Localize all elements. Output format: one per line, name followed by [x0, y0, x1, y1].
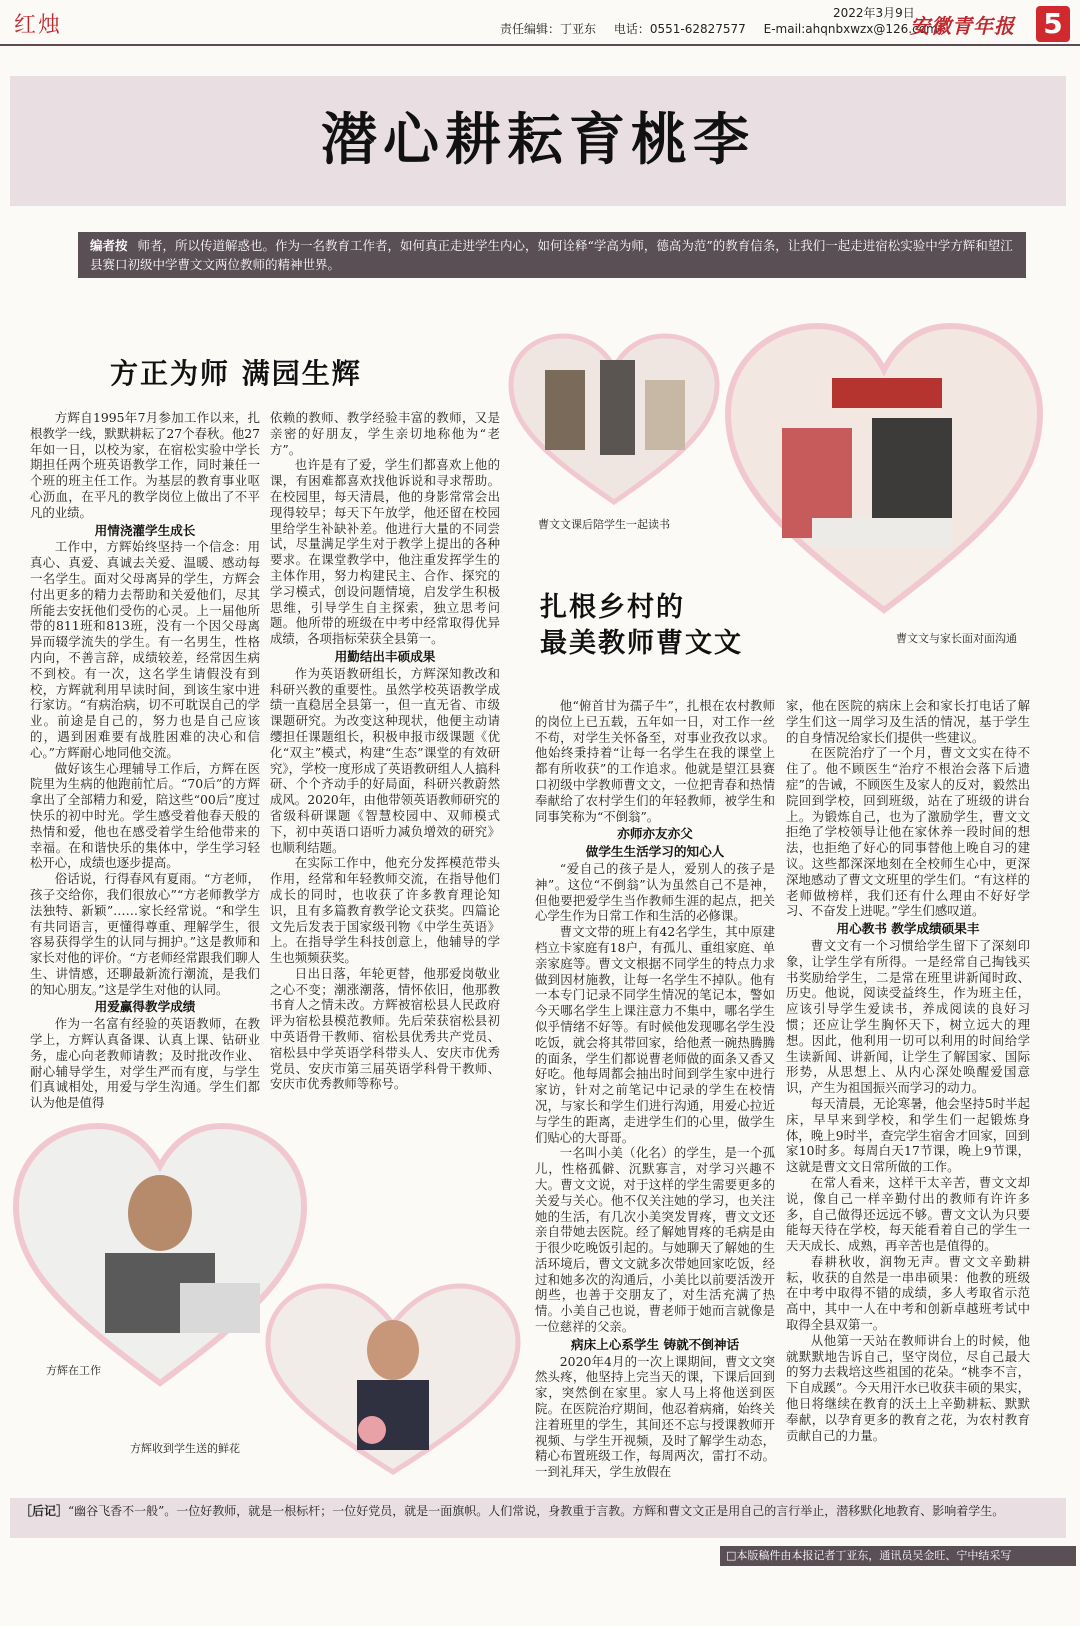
email-address: E-mail:ahqnbxwzx@126.com — [763, 22, 938, 36]
page-number: 5 — [1036, 6, 1070, 42]
paragraph: 工作中，方辉始终坚持一个信念：用真心、真爱、真诚去关爱、温暖、感动每一名学生。面对父母离异的学生，方辉会付出更多的精力去帮助和关爱他们，尽其所能去安抚他们受伤的心灵。上一届他所带的811班和813班，没有一个因父母离异而辍学流失的学生。有一名男生，性格内向，不善言辞，成绩较差，经常因生病不到校。有一次，这名学生请假没有到校，方辉就利用早读时间，到该生家中进行家访。“有病治病，切不可耽误自己的学业。前途是自己的，努力也是自己应该的，遇到困难要有战胜困难的决心和信心。”方辉耐心地同他交流。 — [30, 539, 260, 760]
paragraph: 方辉自1995年7月参加工作以来，扎根教学一线，默默耕耘了27个春秋。他27年如一日，以校为家，在宿松实验中学长期担任两个班英语教学工作，同时兼任一个班的班主任工作。为基层的教育事业呕心沥血，在平凡的教学岗位上做出了不平凡的业绩。 — [30, 410, 260, 520]
paragraph: 春耕秋收，润物无声。曹文文辛勤耕耘，收获的自然是一串串硕果：他教的班级在中考中取得不错的成绩，多人考取省示范高中，其中一人在中考和创新卓越班考试中取得全县双第一。 — [786, 1253, 1030, 1333]
paragraph: 日出日落，年轮更替，他那爱岗敬业之心不变；潮涨潮落，情怀依旧，他那教书育人之情未改。方辉被宿松县人民政府评为宿松县模范教师。先后荣获宿松县初中英语骨干教师、宿松县优秀共产党员、宿松县中学英语学科带头人、安庆市优秀党员、安庆市第三届英语学科骨干教师、安庆市优秀教师等称号。 — [270, 965, 500, 1092]
photo4-caption: 方辉收到学生送的鲜花 — [130, 1442, 240, 1455]
header-info — [500, 20, 952, 37]
article2-column1 — [535, 698, 775, 1480]
article1-column1 — [30, 410, 260, 1115]
article1-column2 — [270, 410, 500, 1115]
paragraph: 家，他在医院的病床上会和家长打电话了解学生们这一周学习及生活的情况，基于学生的自身情况给家长们提供一些建议。 — [786, 698, 1030, 745]
paragraph: 在常人看来，这样干太辛苦，曹文文却说，像自己一样辛勤付出的教师有许许多多，自己做得还远远不够。曹文文认为只要能每天待在学校，每天能看着自己的学生一天天成长、成熟，再辛苦也是值得的。 — [786, 1174, 1030, 1254]
article2-title-line1: 扎根乡村的 — [540, 592, 685, 623]
article2-title-line2: 最美教师曹文文 — [540, 628, 743, 659]
photo1-caption: 曹文文课后陪学生一起读书 — [538, 518, 670, 531]
paragraph: 依赖的教师、教学经验丰富的教师，又是亲密的好朋友，学生亲切地称他为“老方”。 — [270, 410, 500, 457]
paragraph: 在医院治疗了一个月，曹文文实在待不住了。他不顾医生“治疗不根治会落下后遗症”的告诫，不顾医生及家人的反对，毅然出院回到学校，回到班级，站在了班级的讲台上。为锻炼自己，也为了激励学生，曹文文拒绝了学校领导让他在家休养一段时间的想法，也拒绝了好心的同事替他上晚自习的建议。这些都深深地刻在全校师生心中，更深深地感动了曹文文班里的学生们。“有这样的老师做榜样，我们还有什么理由不好好学习、不奋发上进呢。”学生们感叹道。 — [786, 745, 1030, 919]
heart-photo-frame-4 — [262, 1280, 524, 1480]
issue-date: 2022年3月9日 — [833, 6, 915, 20]
photo3-caption: 方辉在工作 — [46, 1364, 101, 1377]
editor-note-label: 编者按 — [90, 238, 128, 253]
editor-note — [78, 232, 1026, 278]
subheading: 用心教书 教学成绩硕果丰 — [836, 921, 980, 937]
afterword-box — [10, 1498, 1066, 1538]
paragraph: 曹文文带的班上有42名学生，其中原建档立卡家庭有18户，有孤儿、重组家庭、单亲家庭等。曹文文根据不同学生的特点力求做到因材施教，让每一名学生不掉队。他有一本专门记录不同学生情况的笔记本，警如今天哪名学生上课注意力不集中，哪名学生似乎情绪不好等。有时候他发现哪名学生没吃饭，就会将其带回家，给他煮一碗热腾腾的面条，学生们都说曹老师做的面条又香又好吃。他每周都会抽出时间到学生家中进行家访，针对之前笔记中记录的学生在校情况，与家长和学生们进行沟通，用爱心拉近与学生的距离，走进学生们的心里，做学生们贴心的大哥哥。 — [535, 924, 775, 1145]
subheading: 用爱赢得教学成绩 — [94, 999, 196, 1015]
paragraph: 2020年4月的一次上课期间，曹文文突然头疼，他坚持上完当天的课，下课后回到家，突然倒在家里。家人马上将他送到医院。在医院治疗期间，他忍着病痛，始终关注着班里的学生，其间还不忘与授课教师开视频、与学生开视频，及时了解学生动态，精心布置班级工作，每周两次，雷打不动。一到礼拜天，学生放假在 — [535, 1353, 775, 1480]
afterword-text: “幽谷飞香不一般”。一位好教师，就是一根标杆；一位好党员，就是一面旗帜。人们常说，身教重于言教。方辉和曹文文正是用自己的言行举止，潜移默化地教育、影响着学生。 — [68, 1504, 1005, 1518]
paragraph: 俗话说，行得春风有夏雨。“方老师，孩子交给你，我们很放心”“方老师教学方法独特、新颖”……家长经常说。“和学生有共同语言，更懂得尊重、理解学生，很容易获得学生的认同与拥护。”这是教师和家长对他的评价。“方老师经常跟我们聊人生、讲情感，还聊最新流行潮流，是我们的知心朋友。”这是学生对他的认同。 — [30, 871, 260, 997]
paragraph: 每天清晨，无论寒暑，他会坚持5时半起床，早早来到学校，和学生们一起锻炼身体，晚上9时半，查完学生宿舍才回家，回到家10时多。每周白天17节课，晚上9节课，这就是曹文文日常所做的工作。 — [786, 1095, 1030, 1175]
header-divider — [0, 44, 1080, 46]
reporter-credit: □本版稿件由本报记者丁亚东，通讯员吴金旺、宁中结采写 — [720, 1546, 1076, 1566]
photo2-caption: 曹文文与家长面对面沟通 — [896, 632, 1017, 645]
article2-column2 — [786, 698, 1030, 1480]
editor-note-text: 师者，所以传道解惑也。作为一名教育工作者，如何真正走进学生内心，如何诠释“学高为师，德高为范”的教育信条，让我们一起走进宿松实验中学方辉和望江县赛口初级中学曹文文两位教师的精神世界。 — [90, 238, 1013, 272]
paragraph: “爱自己的孩子是人，爱别人的孩子是神”。这位“不倒翁”认为虽然自己不是神，但他要把爱学生当作教师生涯的起点，把关心学生作为日常工作和生活的必修课。 — [535, 860, 775, 924]
paragraph: 作为英语教研组长，方辉深知教改和科研兴教的重要性。虽然学校英语教学成绩一直稳居全县第一，但一直无省、市级课题研究。为改变这种现状，他便主动请缨担任课题组长，积极申报市级课题《优化“双主”模式，构建“生态”课堂的有效研究》，学校一度形成了英语教研组人人搞科研、个个齐动手的好局面，科研兴教蔚然成风。2020年，由他带领英语教师研究的省级科研课题《智慧校园中、双师模式下，初中英语口语听力减负增效的研究》也顺利结题。 — [270, 665, 500, 855]
paragraph: 一名叫小美（化名）的学生，是一个孤儿，性格孤僻、沉默寡言，对学习兴趣不大。曹文文说，对于这样的学生需要更多的关爱与关心。他不仅关注她的学习，也关注她的生活，有几次小美突发胃疼，曹文文还亲自带她去医院。经了解她胃疼的毛病是由于很少吃晚饭引起的。与她聊天了解她的生活环境后，曹文文就多次带她回家吃饭，经过和她多次的沟通后，小美比以前要活泼开朗些，也善于交朋友了，对生活充满了热情。小美自己也说，曹老师于她而言就像是一位慈祥的父亲。 — [535, 1145, 775, 1335]
paragraph: 作为一名富有经验的英语教师，在教学上，方辉认真备课、认真上课、钻研业务，虚心向老教师请教；及时批改作业、耐心辅导学生，对学生严而有度，与学生们真诚相处，用爱与学生沟通。学生们都认为他是值得 — [30, 1016, 260, 1111]
subheading: 病床上心系学生 铸就不倒神话 — [570, 1336, 740, 1352]
paragraph: 也许是有了爱，学生们都喜欢上他的课，有困难都喜欢找他诉说和寻求帮助。在校园里，每天清晨，他的身影常常会出现得较早；每天下午放学，他还留在校园里给学生补缺补差。他进行大量的不同尝试，尽量满足学生对于教学上提出的各种要求。在课堂教学中，他注重发挥学生的主体作用，努力构建民主、合作、探究的学习模式，创设问题情境，启发学生积极思维，引导学生自主探索，独立思考问题。他所带的班级在中考中经常取得优异成绩，各项指标荣获全县第一。 — [270, 457, 500, 647]
paragraph: 他“俯首甘为孺子牛”，扎根在农村教师的岗位上已五载，五年如一日，对工作一丝不苟，对学生关怀备至，对事业孜孜以求。他始终秉持着“让每一名学生在我的课堂上都有所收获”的工作追求。他就是望江县赛口初级中学教师曹文文，一位把青春和热情奉献给了农村学生们的年轻教师，被学生和同事笑称为“不倒翁”。 — [535, 698, 775, 824]
article2-title — [540, 590, 743, 662]
subheading: 用勤结出丰硕成果 — [334, 648, 436, 664]
newspaper-masthead: 安徽青年报 — [910, 14, 1015, 38]
heart-photo-frame-1 — [505, 330, 723, 510]
responsible-editor: 责任编辑：丁亚东 — [500, 22, 597, 36]
paragraph: 做好该生心理辅导工作后，方辉在医院里为生病的他跑前忙后。“70后”的方辉拿出了全部精力和爱，陪这些“00后”度过快乐的初中时光。学生感受着他春天般的热情和爱，他也在感受着学生给他带来的幸福。在和谐快乐的集体中，学生学习轻松开心，成绩也逐步提高。 — [30, 760, 260, 871]
phone-number: 电话：0551-62827577 — [613, 22, 746, 36]
page-title: 潜心耕耘育桃李 — [321, 107, 755, 173]
section-name: 红烛 — [14, 13, 63, 38]
paragraph: 从他第一天站在教师讲台上的时候，他就默默地告诉自己，坚守岗位，尽自己最大的努力去栽培这些祖国的花朵。“桃李不言，下自成蹊”。今天用汗水已收获丰硕的果实，他日将继续在教育的沃土上辛勤耕耘、默默奉献，以孕育更多的教育之花，为农村教育贡献自己的力量。 — [786, 1332, 1030, 1443]
heart-photo-frame-2 — [722, 318, 1046, 618]
subheading: 用情浇灌学生成长 — [94, 522, 196, 538]
paragraph: 曹文文有一个习惯给学生留下了深刻印象，让学生学有所得。一是经常自己掏钱买书奖励给学生，二是常在班里讲新闻时政、历史。他说，阅读受益终生，作为班主任，应该引导学生爱读书，养成阅读的良好习惯；还应让学生胸怀天下，树立远大的理想。因此，他利用一切可以利用的时间给学生读新闻、讲新闻，让学生了解国家、国际形势，从思想上、从内心深处唤醒爱国意识，产生为祖国振兴而学习的动力。 — [786, 937, 1030, 1096]
article1-title: 方正为师 满园生辉 — [110, 357, 362, 390]
afterword-label: ［后记］ — [20, 1504, 69, 1518]
paragraph: 在实际工作中，他充分发挥模范带头作用，经常和年轻教师交流，在指导他们成长的同时，也收获了许多教育理论知识，且有多篇教育教学论文获奖。四篇论文先后发表于国家级刊物《中学生英语》上。在指导学生科技创意上，他辅导的学生也频频获奖。 — [270, 855, 500, 966]
subheading: 做学生生活学习的知心人 — [585, 844, 725, 860]
subheading: 亦师亦友亦父 — [617, 826, 693, 842]
